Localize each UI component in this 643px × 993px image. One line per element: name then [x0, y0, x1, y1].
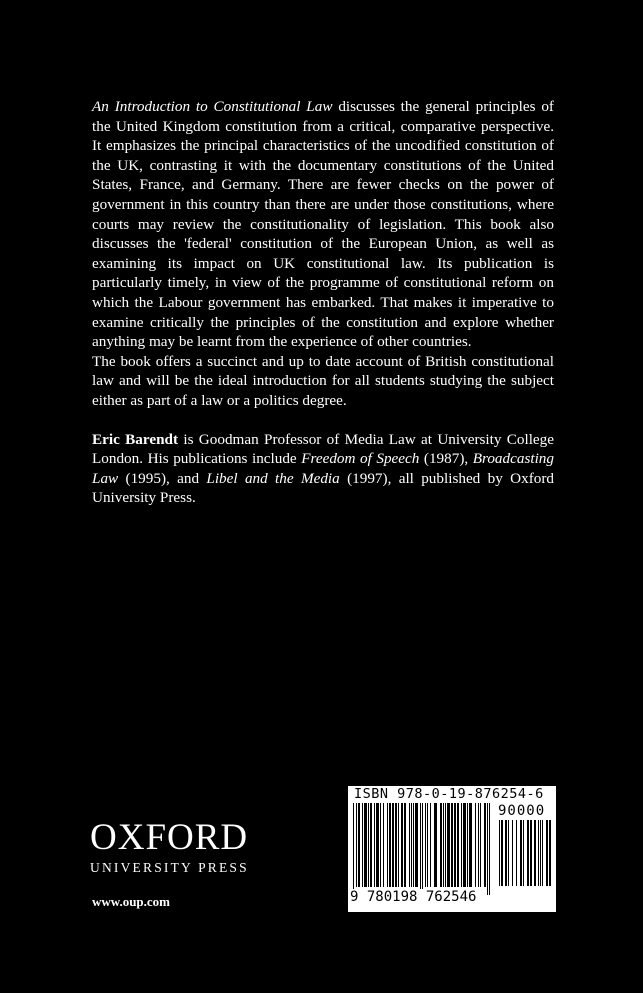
- barcode-bar: [387, 803, 388, 887]
- barcode-bar: [523, 820, 524, 886]
- publisher-url[interactable]: www.oup.com: [92, 894, 171, 909]
- barcode-bar: [380, 803, 381, 887]
- bio-text: is Goodman Professor of Media Law at University College London. His publications include: [92, 430, 554, 468]
- publication-title: Libel and the Media: [206, 469, 340, 487]
- publication-title: Freedom of Speech: [301, 450, 420, 468]
- bio-text: (1987),: [419, 450, 473, 468]
- isbn-barcode: [348, 786, 556, 912]
- barcode-bar: [398, 803, 399, 887]
- barcode-bar: [374, 803, 375, 887]
- barcode-bar: [487, 803, 488, 895]
- barcode-bar: [409, 803, 410, 887]
- barcode-bar: [461, 803, 462, 887]
- barcode-bar: [467, 803, 468, 887]
- barcode-bar: [457, 803, 459, 887]
- barcode-bar: [516, 820, 517, 886]
- barcode-bar: [520, 820, 522, 886]
- barcode-bar: [489, 803, 490, 895]
- barcode-bar: [356, 803, 357, 887]
- barcode-bar: [445, 803, 446, 887]
- barcode-bar: [395, 803, 397, 887]
- barcode-bar: [549, 820, 551, 886]
- bio-text: (1997), all published by Oxford University Press.: [92, 469, 554, 507]
- barcode-bar: [430, 803, 431, 887]
- barcode-bar: [392, 803, 394, 887]
- barcode-bar: [480, 803, 481, 887]
- barcode-bar: [501, 820, 503, 886]
- logo-subtitle: UNIVERSITY PRESS: [90, 860, 249, 875]
- barcode-bar: [454, 803, 456, 887]
- barcode-bar: [440, 803, 442, 887]
- description-text: discusses the general principles of the United Kingdom constitution from a critical, comparative perspective. It emphasizes the principal characteristics of the uncodified constitution of the UK, contrasting it with the documentary constitutions of the United States, France, and Germany. There are fewer checks on the power of government in this country than there are under those constitutions, where courts may review the constitutionality of legislation. This book also discusses the 'federal' constitution of the European Union, as well as examining its impact on UK constitutional law. Its publication is particularly timely, in view of the programme of constitutional reform on which the Labour government has embarked. That makes it imperative to examine critically the principles of the constitution and explore whether anything may be learnt from the experience of other countries.: [92, 98, 554, 351]
- barcode-bar: [475, 803, 476, 887]
- barcode-bar: [534, 820, 536, 886]
- barcode-bar: [530, 820, 532, 886]
- barcode-bar: [434, 803, 437, 887]
- barcode-bar: [401, 803, 403, 887]
- barcode-bar: [508, 820, 509, 886]
- barcode-bar: [404, 803, 406, 887]
- barcode-bar: [447, 803, 450, 887]
- barcode-bar: [443, 803, 444, 887]
- description-paragraph: [92, 97, 554, 352]
- publisher-logo: [90, 818, 260, 876]
- ean-barcode-bars: [352, 803, 492, 895]
- barcode-bar: [505, 820, 507, 886]
- isbn-label: ISBN 978-0-19-876254-6: [354, 786, 544, 802]
- barcode-bar: [527, 820, 529, 886]
- bio-text: (1995), and: [118, 469, 207, 487]
- addon-barcode-bars: [498, 820, 552, 894]
- barcode-bar: [478, 803, 479, 887]
- barcode-bar: [499, 820, 500, 886]
- publication-title: Broadcasting Law: [92, 450, 554, 487]
- book-title: An Introduction to Constitutional Law: [92, 98, 333, 115]
- barcode-bar: [538, 820, 539, 886]
- logo-wordmark: OXFORD: [90, 817, 249, 858]
- barcode-bar: [411, 803, 412, 887]
- ean-digits: 9 780198 762546: [350, 889, 477, 905]
- barcode-bar: [463, 803, 466, 887]
- barcode-bar: [358, 803, 360, 887]
- barcode-bar: [451, 803, 453, 887]
- barcode-bar: [389, 803, 391, 887]
- barcode-bar: [469, 803, 472, 887]
- summary-paragraph: The book offers a succinct and up to date account of British constitutional law and will be the ideal introduction for all students studying the subject either as part of a law or a politics degree.: [92, 352, 554, 409]
- barcode-bar: [427, 803, 428, 887]
- barcode-bar: [383, 803, 384, 887]
- barcode-bar: [425, 803, 426, 887]
- author-bio: [92, 430, 554, 508]
- author-name: Eric Barendt: [92, 430, 179, 448]
- barcode-bar: [420, 803, 421, 895]
- back-cover-blurb: [92, 97, 554, 508]
- barcode-bar: [540, 820, 541, 886]
- barcode-bar: [370, 803, 372, 887]
- barcode-bar: [422, 803, 423, 895]
- barcode-bar: [353, 803, 354, 895]
- barcode-bar: [364, 803, 367, 887]
- barcode-bar: [368, 803, 369, 887]
- barcode-bar: [413, 803, 414, 887]
- barcode-bar: [512, 820, 513, 886]
- barcode-bar: [484, 803, 486, 887]
- barcode-bar: [362, 803, 363, 887]
- barcode-bar: [415, 803, 418, 887]
- barcode-bar: [542, 820, 543, 886]
- barcode-bar: [546, 820, 548, 886]
- barcode-bar: [376, 803, 379, 887]
- price-addon-digits: 90000: [498, 803, 546, 819]
